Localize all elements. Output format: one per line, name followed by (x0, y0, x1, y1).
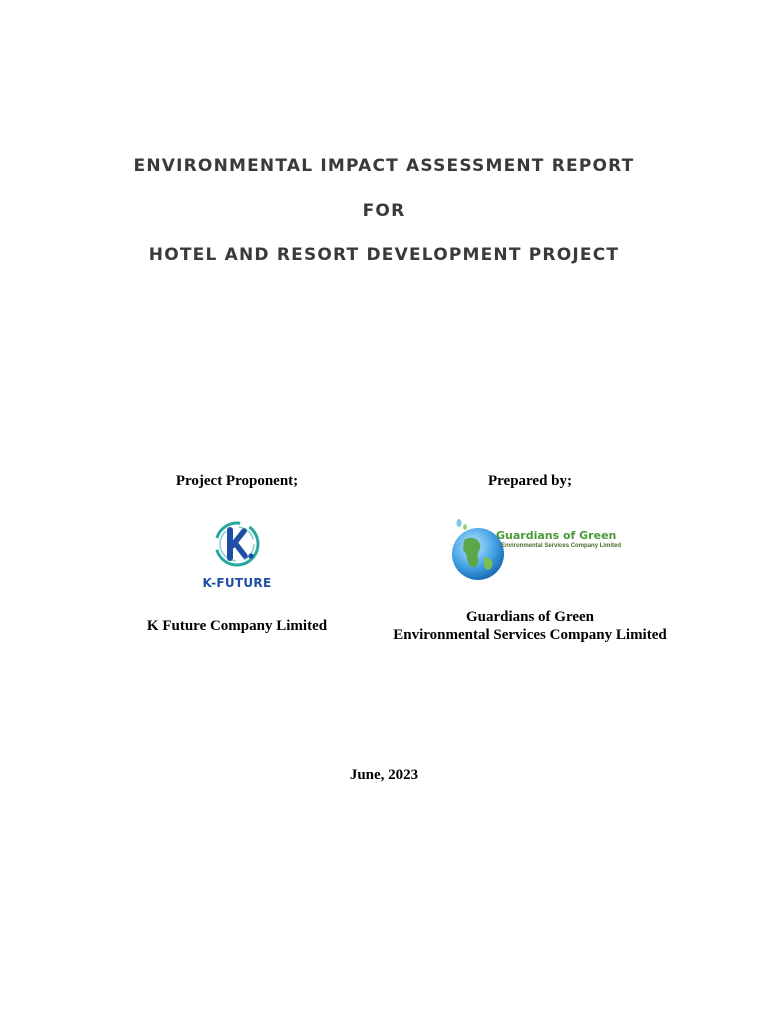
preparer-name-line-1: Guardians of Green (465, 609, 595, 625)
proponent-name: K Future Company Limited (146, 618, 328, 634)
preparer-heading: Prepared by; (487, 473, 573, 489)
guardians-of-green-logo-icon (448, 514, 622, 584)
report-title-line-2: FOR (362, 201, 406, 221)
globe-icon (448, 514, 508, 584)
k-future-logo-icon (199, 518, 275, 594)
report-title-line-1: ENVIRONMENTAL IMPACT ASSESSMENT REPORT (133, 156, 635, 176)
preparer-name (380, 608, 680, 644)
report-date: June, 2023 (349, 767, 419, 783)
guardians-logo-subtext: Environmental Services Company Limited (501, 543, 622, 549)
report-title-line-3: HOTEL AND RESORT DEVELOPMENT PROJECT (148, 245, 620, 265)
preparer-name-line-2: Environmental Services Company Limited (393, 627, 667, 643)
guardians-logo-text: Guardians of Green (496, 529, 617, 542)
k-future-logo-text: K-FUTURE (202, 576, 272, 590)
k-future-logo-mark (199, 518, 275, 576)
proponent-heading: Project Proponent; (175, 473, 299, 489)
